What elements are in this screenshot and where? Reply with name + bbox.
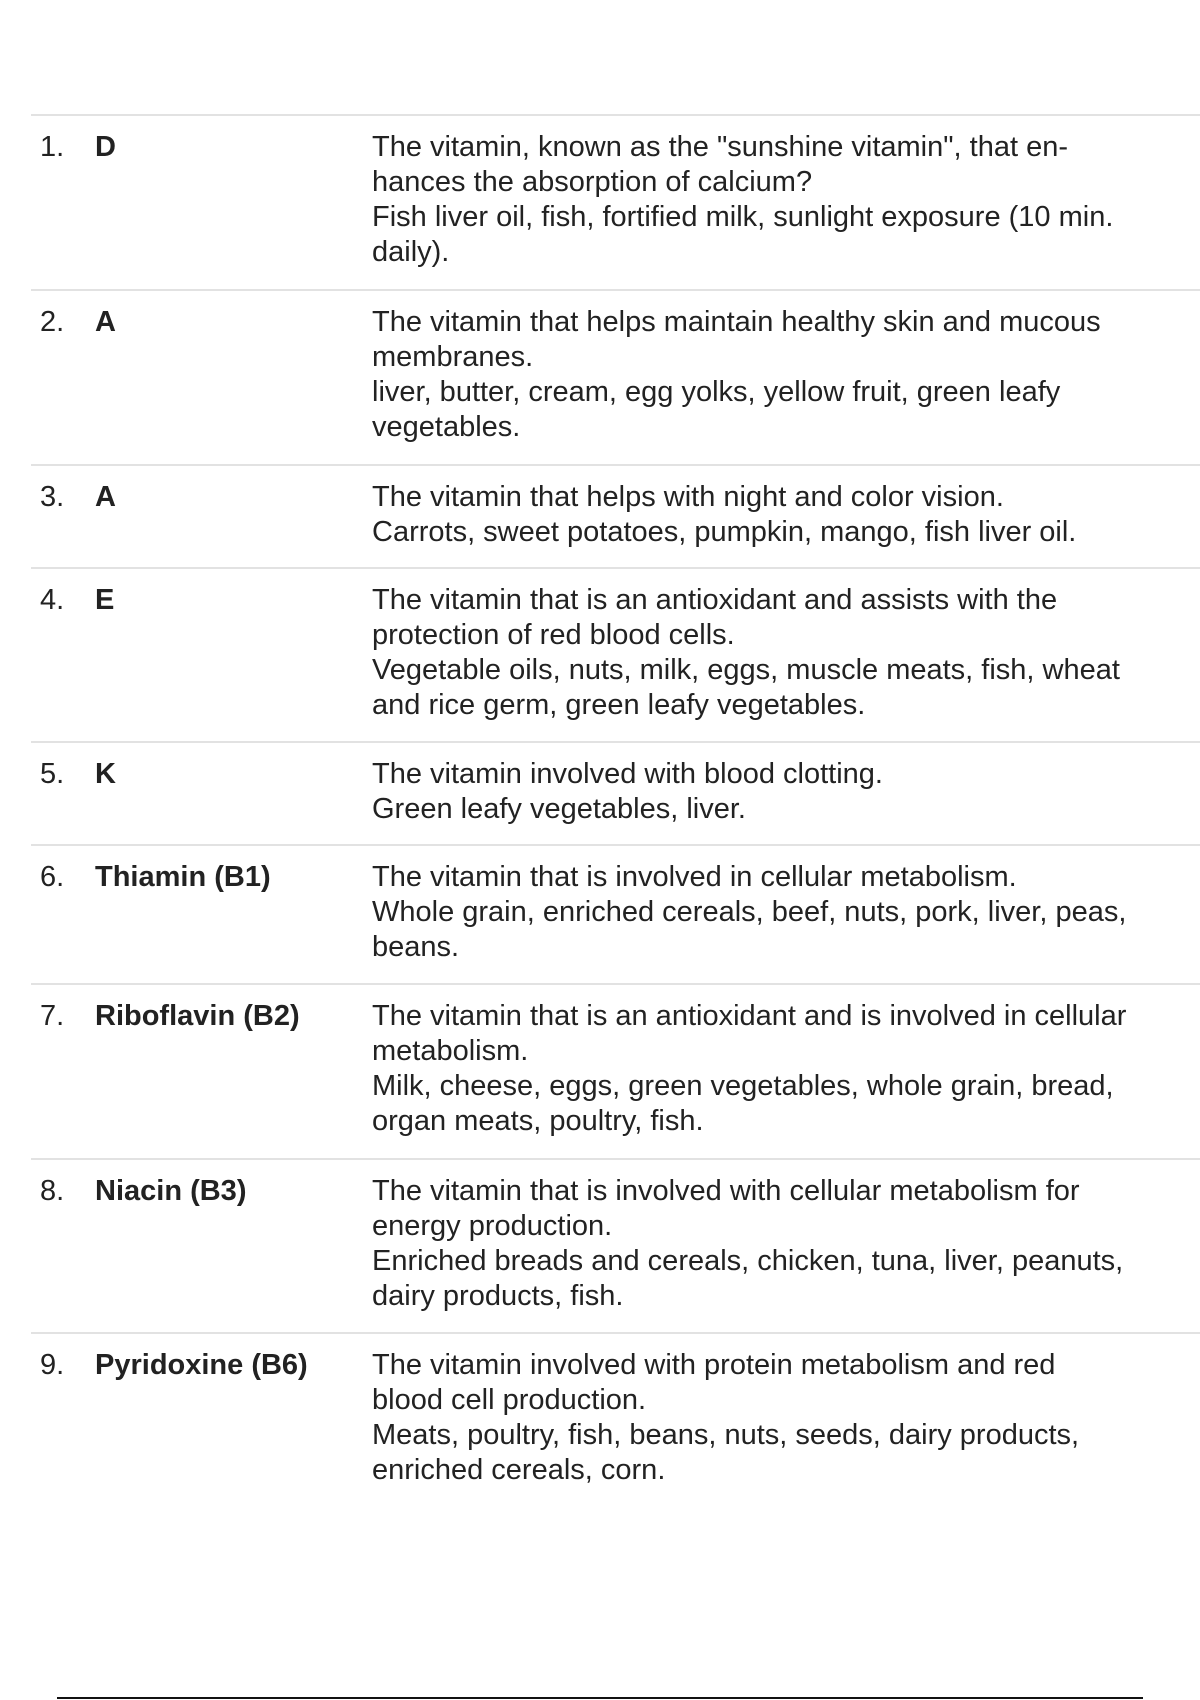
table-row	[31, 1332, 1200, 1507]
item-term: Thiamin (B1)	[95, 861, 271, 893]
item-term: A	[95, 306, 116, 338]
item-definition: The vitamin that helps with night and color vision. Carrots, sweet potatoes, pumpkin, mango, fish liver oil.	[372, 481, 1077, 548]
item-definition: The vitamin that is involved with cellular metabolism for energy production. Enriched breads and cereals, chicken, tuna, liver, peanuts, dairy products, fish.	[372, 1175, 1124, 1312]
item-definition: The vitamin involved with blood clotting. Green leafy vegetables, liver.	[372, 758, 883, 825]
table-row	[31, 844, 1200, 983]
item-number: 1.	[40, 131, 65, 163]
item-number: 5.	[40, 758, 65, 790]
item-definition: The vitamin involved with protein metabolism and red blood cell production. Meats, poultry, fish, beans, nuts, seeds, dairy products, enriched cereals, corn.	[372, 1349, 1080, 1486]
table-row	[31, 741, 1200, 844]
item-term: K	[95, 758, 116, 790]
item-number: 3.	[40, 481, 65, 513]
item-term: Riboflavin (B2)	[95, 1000, 300, 1032]
item-term: Pyridoxine (B6)	[95, 1349, 308, 1381]
item-number: 4.	[40, 584, 65, 616]
vitamin-term-list	[31, 114, 1200, 1507]
item-definition: The vitamin, known as the "sunshine vitamin", that en- hances the absorption of calcium? Fish liver oil, fish, fortified milk, sunlight exposure (10 min. daily).	[372, 131, 1114, 268]
table-row	[31, 1158, 1200, 1332]
item-number: 6.	[40, 861, 65, 893]
table-row	[31, 289, 1200, 464]
table-row	[31, 567, 1200, 741]
item-definition: The vitamin that is an antioxidant and assists with the protection of red blood cells. Vegetable oils, nuts, milk, eggs, muscle meats, fish, wheat and rice germ, green leafy vegetables.	[372, 584, 1120, 721]
item-number: 7.	[40, 1000, 65, 1032]
item-number: 9.	[40, 1349, 65, 1381]
item-term: Niacin (B3)	[95, 1175, 247, 1207]
item-term: E	[95, 584, 115, 616]
item-number: 2.	[40, 306, 65, 338]
table-row	[31, 464, 1200, 567]
item-term: D	[95, 131, 116, 163]
item-definition: The vitamin that helps maintain healthy skin and mucous membranes. liver, butter, cream, egg yolks, yellow fruit, green leafy vegetables.	[372, 306, 1101, 443]
item-number: 8.	[40, 1175, 65, 1207]
footer-divider	[57, 1697, 1143, 1699]
item-definition: The vitamin that is involved in cellular metabolism. Whole grain, enriched cereals, beef, nuts, pork, liver, peas, beans.	[372, 861, 1127, 963]
table-row	[31, 983, 1200, 1158]
item-definition: The vitamin that is an antioxidant and is involved in cellular metabolism. Milk, cheese, eggs, green vegetables, whole grain, bread, organ meats, poultry, fish.	[372, 1000, 1127, 1137]
item-term: A	[95, 481, 116, 513]
table-row	[31, 114, 1200, 289]
